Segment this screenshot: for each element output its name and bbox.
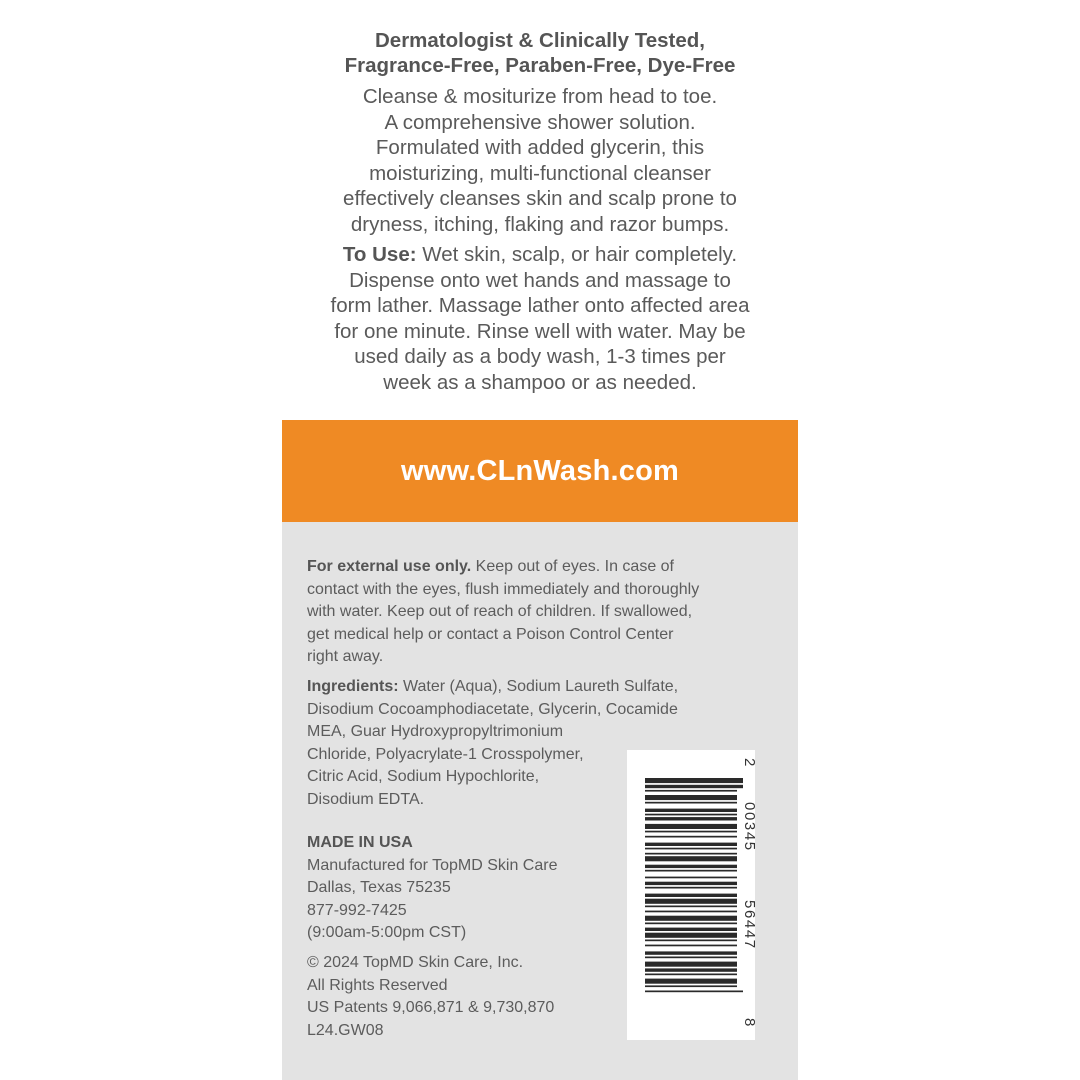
barcode-bar bbox=[645, 991, 743, 993]
barcode-first-digit: 8 bbox=[741, 1018, 758, 1027]
warning-heading: For external use only. bbox=[307, 558, 472, 575]
label-top-section bbox=[282, 0, 798, 420]
barcode-bar bbox=[645, 877, 737, 879]
made-in-text: MADE IN USA bbox=[307, 834, 413, 851]
barcode-bar bbox=[645, 882, 737, 885]
barcode-bar bbox=[645, 923, 737, 925]
barcode-bar bbox=[645, 809, 737, 812]
product-description bbox=[282, 84, 798, 237]
copyright-line: US Patents 9,066,871 & 9,730,870 bbox=[307, 999, 555, 1016]
barcode-bar bbox=[645, 940, 737, 942]
barcode-bars bbox=[645, 778, 743, 992]
usage-line: week as a shampoo or as needed. bbox=[383, 370, 697, 394]
barcode-bar bbox=[645, 778, 743, 783]
barcode bbox=[627, 750, 758, 1040]
barcode-bar bbox=[645, 974, 737, 976]
label-bottom-section bbox=[282, 522, 798, 1080]
copyright-line: All Rights Reserved bbox=[307, 976, 448, 994]
barcode-bar bbox=[645, 795, 737, 800]
barcode-bar bbox=[645, 962, 737, 967]
copyright-info bbox=[307, 952, 554, 1042]
barcode-group-1: 56447 bbox=[741, 900, 758, 950]
usage-line: used daily as a body wash, 1-3 times per bbox=[354, 345, 726, 368]
barcode-bar bbox=[645, 802, 737, 804]
barcode-bar bbox=[645, 933, 737, 938]
barcode-bar bbox=[645, 957, 737, 959]
warning-text-first: Keep out of eyes. In case of bbox=[471, 558, 674, 575]
ingredients-line: Chloride, Polyacrylate-1 Crosspolymer, bbox=[307, 745, 584, 763]
barcode-bar bbox=[645, 887, 737, 889]
warning-line: right away. bbox=[307, 648, 384, 665]
barcode-bar bbox=[645, 865, 737, 868]
barcode-bar bbox=[645, 979, 737, 984]
barcode-bar bbox=[645, 928, 737, 931]
barcode-group-2: 00345 bbox=[741, 802, 758, 852]
usage-line: Dispense onto wet hands and massage to bbox=[349, 268, 731, 292]
product-claims bbox=[282, 28, 798, 78]
ingredients-line: Disodium Cocoamphodiacetate, Glycerin, Cocamide bbox=[307, 700, 678, 718]
barcode-graphic bbox=[627, 750, 758, 1040]
barcode-bar bbox=[645, 951, 737, 954]
website-banner: www.CLnWash.com bbox=[282, 420, 798, 522]
warning-line: with water. Keep out of reach of children. If swallowed, bbox=[307, 603, 693, 620]
warning-line: get medical help or contact a Poison Control Center bbox=[307, 625, 674, 643]
usage-line: form lather. Massage lather onto affected area bbox=[330, 294, 750, 317]
manufacturer-info bbox=[307, 832, 557, 945]
barcode-bar bbox=[645, 790, 737, 792]
barcode-bar bbox=[645, 824, 737, 829]
manufacturer-line: 877-992-7425 bbox=[307, 901, 407, 919]
barcode-bar bbox=[645, 870, 737, 872]
barcode-bar bbox=[645, 817, 737, 820]
barcode-bar bbox=[645, 894, 737, 897]
ingredients-list bbox=[307, 676, 678, 811]
ingredients-line: Citric Acid, Sodium Hypochlorite, bbox=[307, 768, 540, 785]
barcode-bar bbox=[645, 831, 737, 833]
description-line: A comprehensive shower solution. bbox=[384, 110, 696, 134]
description-line: effectively cleanses skin and scalp prone to bbox=[343, 187, 737, 210]
barcode-bar bbox=[645, 968, 737, 971]
usage-text: Wet skin, scalp, or hair completely. bbox=[416, 243, 738, 266]
barcode-check-digit: 2 bbox=[741, 758, 758, 767]
description-line: dryness, itching, flaking and razor bumps. bbox=[350, 212, 730, 236]
description-line: Cleanse & mositurize from head to toe. bbox=[362, 85, 718, 108]
usage-line: for one minute. Rinse well with water. May be bbox=[334, 319, 746, 343]
barcode-bar bbox=[645, 906, 737, 908]
ingredients-line: MEA, Guar Hydroxypropyltrimonium bbox=[307, 723, 564, 740]
ingredients-line bbox=[307, 676, 678, 699]
usage-directions bbox=[282, 242, 798, 395]
warning-line: contact with the eyes, flush immediately and thoroughly bbox=[307, 580, 700, 598]
barcode-bar bbox=[645, 911, 737, 913]
copyright-line: L24.GW08 bbox=[307, 1021, 384, 1039]
ingredients-heading: Ingredients: bbox=[307, 678, 399, 695]
barcode-bar bbox=[645, 836, 737, 838]
claims-line-2: Fragrance-Free, Paraben-Free, Dye-Free bbox=[344, 54, 736, 77]
made-in-heading bbox=[307, 832, 557, 855]
description-line: moisturizing, multi-functional cleanser bbox=[369, 161, 711, 185]
manufacturer-line: (9:00am-5:00pm CST) bbox=[307, 924, 467, 941]
barcode-bar bbox=[645, 853, 737, 855]
barcode-bar bbox=[645, 945, 737, 947]
manufacturer-line: Dallas, Texas 75235 bbox=[307, 879, 451, 896]
warning-line bbox=[307, 556, 699, 579]
manufacturer-line: Manufactured for TopMD Skin Care bbox=[307, 856, 558, 874]
ingredients-line: Disodium EDTA. bbox=[307, 790, 425, 808]
barcode-bar bbox=[645, 916, 737, 921]
description-line: Formulated with added glycerin, this bbox=[375, 136, 705, 159]
usage-heading: To Use: bbox=[342, 243, 417, 266]
barcode-bar bbox=[645, 814, 737, 816]
barcode-bar bbox=[645, 985, 737, 987]
warning-text bbox=[307, 556, 699, 669]
claims-line-1: Dermatologist & Clinically Tested, bbox=[375, 29, 705, 52]
usage-line bbox=[282, 242, 798, 268]
barcode-bar bbox=[645, 856, 737, 861]
ingredients-text-first: Water (Aqua), Sodium Laureth Sulfate, bbox=[398, 678, 679, 695]
barcode-bar bbox=[645, 899, 737, 904]
barcode-bar bbox=[645, 848, 737, 850]
barcode-bar bbox=[645, 785, 743, 788]
product-label bbox=[282, 0, 798, 1080]
barcode-bar bbox=[645, 843, 737, 846]
copyright-line: © 2024 TopMD Skin Care, Inc. bbox=[307, 954, 524, 971]
